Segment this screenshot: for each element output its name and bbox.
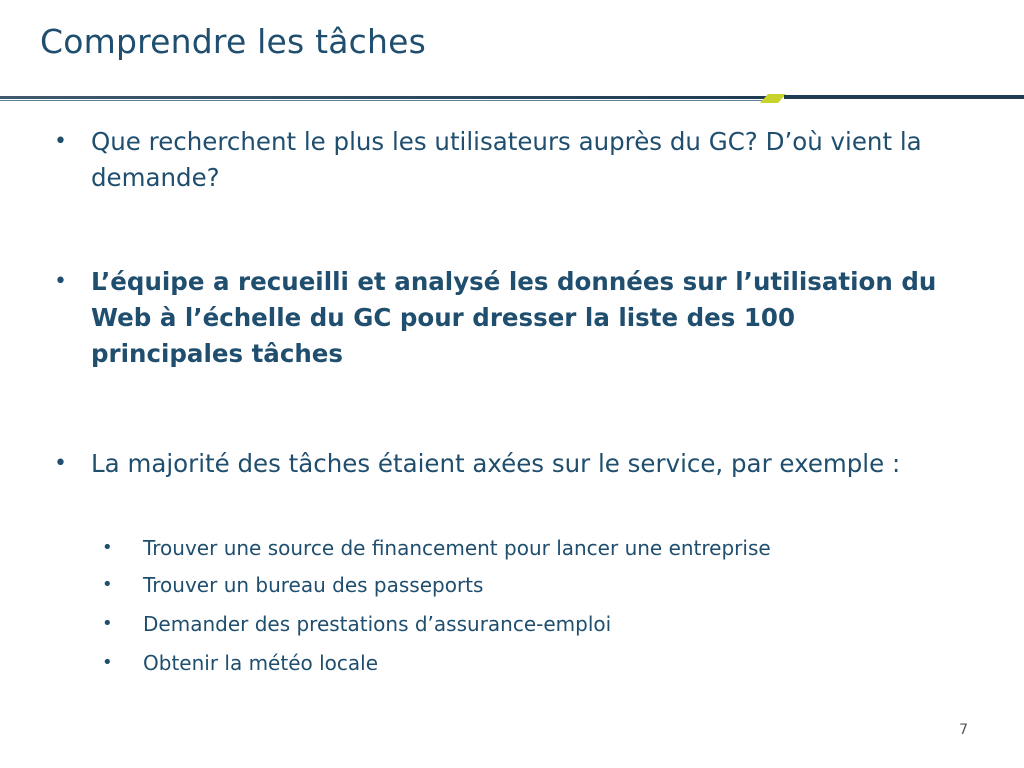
sub-bullet-text: Trouver un bureau des passeports xyxy=(143,573,484,597)
bullet-marker: • xyxy=(54,269,67,294)
sub-bullet-text: Demander des prestations d’assurance-emploi xyxy=(143,612,612,636)
sub-bullet-marker: • xyxy=(102,574,113,595)
sub-bullet-item xyxy=(102,571,982,599)
sub-bullet-marker: • xyxy=(102,652,113,673)
sub-bullet-marker: • xyxy=(102,537,113,558)
page-number: 7 xyxy=(959,722,968,738)
bullet-text: La majorité des tâches étaient axées sur le service, par exemple : xyxy=(91,449,901,478)
title-divider xyxy=(0,94,1024,104)
sub-bullet-item xyxy=(102,649,982,677)
bullet-marker: • xyxy=(54,129,67,154)
sub-bullet-text: Obtenir la météo locale xyxy=(143,651,378,675)
slide-title: Comprendre les tâches xyxy=(40,22,427,61)
sub-bullet-item xyxy=(102,534,982,562)
bullet-marker: • xyxy=(54,451,67,476)
bullet-text: L’équipe a recueilli et analysé les données sur l’utilisation du Web à l’échelle du GC pour dresser la liste des 100 principales tâches xyxy=(91,267,937,368)
sub-bullet-marker: • xyxy=(102,613,113,634)
sub-bullet-item xyxy=(102,610,982,638)
bullet-item xyxy=(54,124,954,196)
sub-bullet-text: Trouver une source de financement pour lancer une entreprise xyxy=(143,536,771,560)
bullet-text: Que recherchent le plus les utilisateurs auprès du GC? D’où vient la demande? xyxy=(91,127,922,192)
bullet-item xyxy=(54,264,954,372)
bullet-item xyxy=(54,446,954,482)
